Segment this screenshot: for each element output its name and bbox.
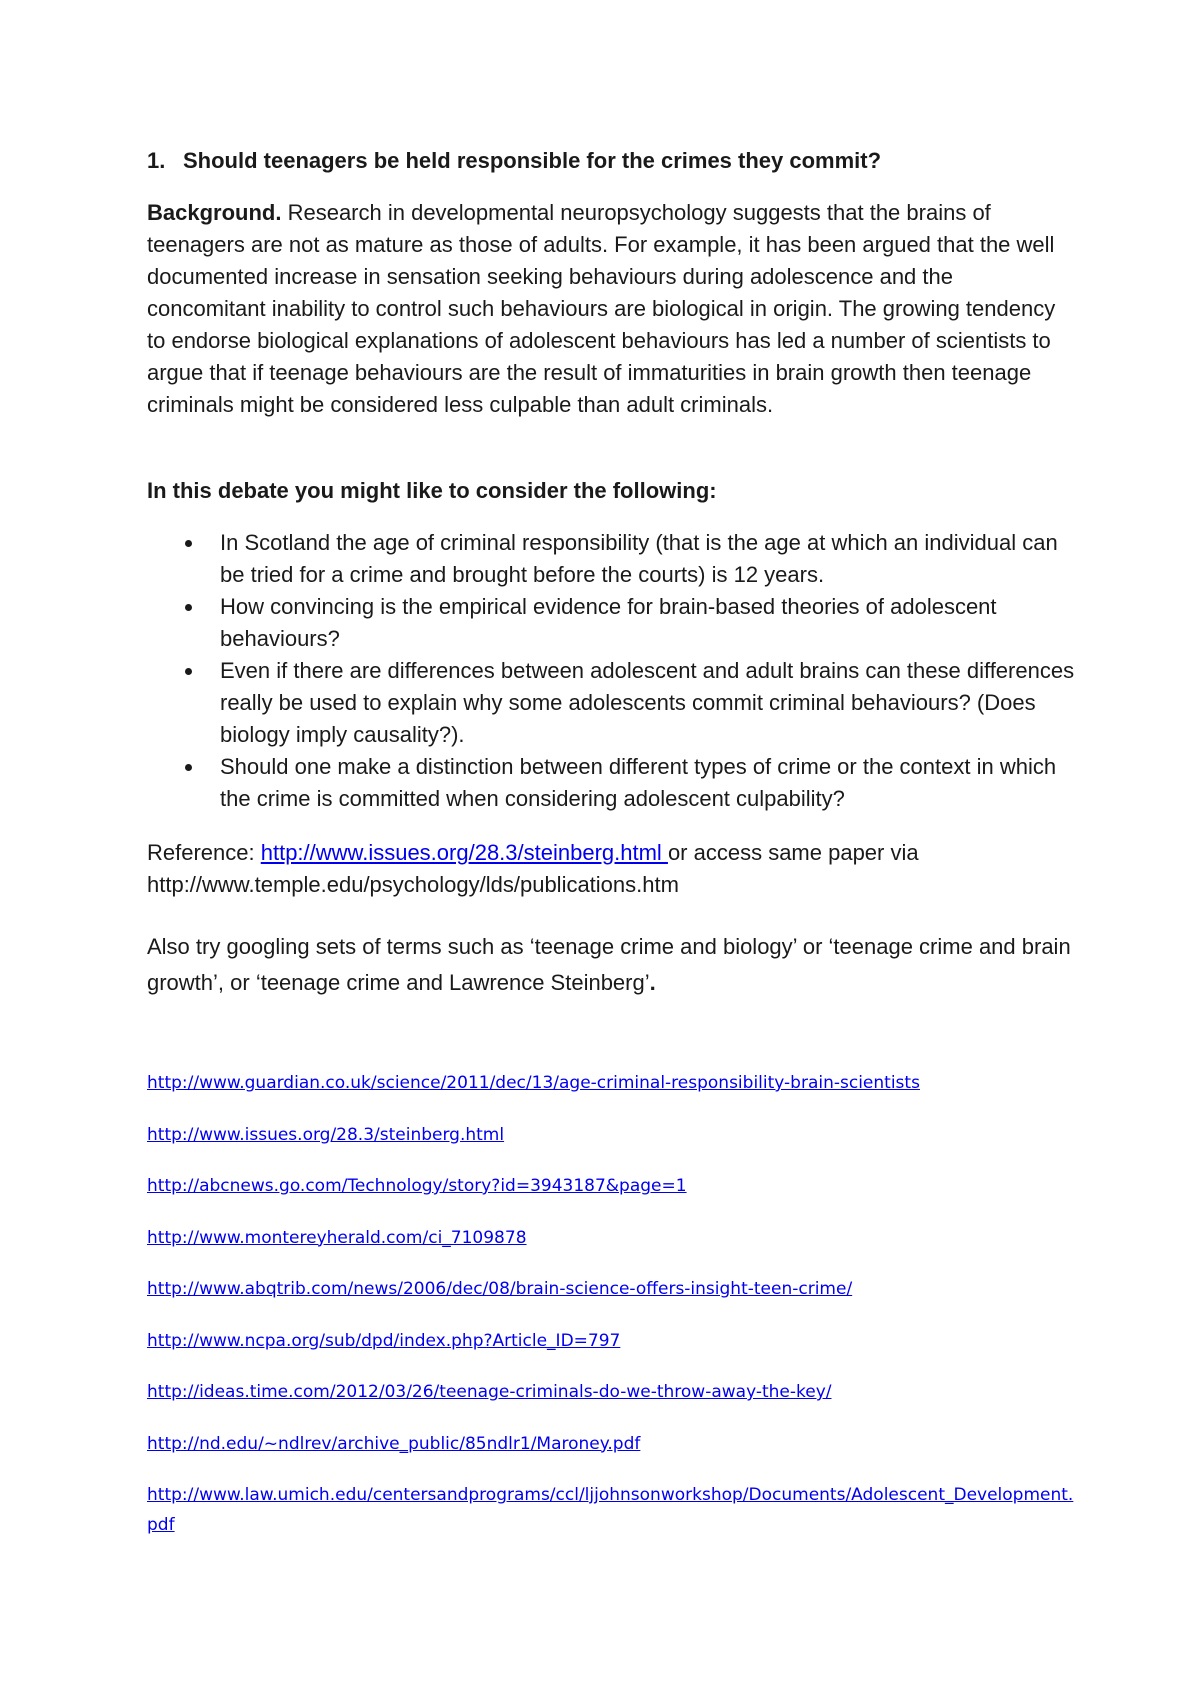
also-paragraph — [147, 929, 1077, 1001]
bullet-icon — [185, 764, 192, 771]
links-list — [147, 1068, 1077, 1562]
link-abcnews[interactable]: http://abcnews.go.com/Technology/story?id=3943187&page=1 — [147, 1176, 687, 1196]
background-paragraph — [147, 197, 1077, 421]
list-item — [147, 591, 1077, 655]
link-item — [147, 1377, 1077, 1407]
bullet-icon — [185, 668, 192, 675]
link-time[interactable]: http://ideas.time.com/2012/03/26/teenage-criminals-do-we-throw-away-the-key/ — [147, 1382, 832, 1402]
bullet-text: Even if there are differences between adolescent and adult brains can these differences really be used to explain why some adolescents commit criminal behaviours? (Does biology imply causality?). — [220, 658, 1075, 747]
background-label: Background. — [147, 200, 282, 225]
link-ncpa[interactable]: http://www.ncpa.org/sub/dpd/index.php?Article_ID=797 — [147, 1330, 621, 1351]
also-text: Also try googling sets of terms such as ‘teenage crime and biology’ or ‘teenage crime and brain growth’, or ‘teenage crime and Lawrence Steinberg’ — [147, 934, 1071, 995]
question-heading — [147, 146, 882, 176]
link-item — [147, 1274, 1077, 1304]
link-nd-edu[interactable]: http://nd.edu/~ndlrev/archive_public/85ndlr1/Maroney.pdf — [147, 1433, 641, 1454]
bullet-icon — [185, 604, 192, 611]
link-item — [147, 1120, 1077, 1150]
bullet-text: In Scotland the age of criminal responsibility (that is the age at which an individual can be tried for a crime and brought before the courts) is 12 years. — [220, 530, 1058, 587]
background-text: Research in developmental neuropsychology suggests that the brains of teenagers are not as mature as those of adults. For example, it has been argued that the well documented increase in sensation seeking behaviours during adolescence and the concomitant inability to control such behaviours are biological in origin. The growing tendency to endorse biological explanations of adolescent behaviours has led a number of scientists to argue that if teenage behaviours are the result of immaturities in brain growth then teenage criminals might be considered less culpable than adult criminals. — [147, 200, 1056, 417]
reference-label: Reference: — [147, 840, 261, 865]
also-end: . — [649, 970, 656, 995]
link-item — [147, 1480, 1077, 1540]
question-title: Should teenagers be held responsible for the crimes they commit? — [183, 148, 882, 173]
bullet-icon — [185, 540, 192, 547]
link-montereyherald[interactable]: http://www.montereyherald.com/ci_7109878 — [147, 1227, 527, 1248]
reference-link[interactable]: http://www.issues.org/28.3/steinberg.html — [260, 840, 668, 865]
link-umich[interactable]: http://www.law.umich.edu/centersandprograms/ccl/ljjohnsonworkshop/Documents/Adolescent_Development.pdf — [147, 1485, 1074, 1535]
link-item — [147, 1223, 1077, 1253]
link-abqtrib[interactable]: http://www.abqtrib.com/news/2006/dec/08/brain-science-offers-insight-teen-crime/ — [147, 1279, 853, 1299]
link-item — [147, 1068, 1077, 1098]
consider-list — [147, 527, 1077, 815]
reference-paragraph — [147, 837, 1077, 901]
link-item — [147, 1326, 1077, 1356]
bullet-text: Should one make a distinction between different types of crime or the context in which the crime is committed when considering adolescent culpability? — [220, 754, 1057, 811]
bullet-text: How convincing is the empirical evidence for brain-based theories of adolescent behaviours? — [220, 594, 997, 651]
link-guardian[interactable]: http://www.guardian.co.uk/science/2011/dec/13/age-criminal-responsibility-brain-scientists — [147, 1073, 920, 1093]
list-item — [147, 527, 1077, 591]
list-item — [147, 751, 1077, 815]
link-item — [147, 1171, 1077, 1201]
consider-heading: In this debate you might like to consider the following: — [147, 478, 717, 503]
list-item — [147, 655, 1077, 751]
question-number: 1. — [147, 148, 166, 173]
link-item — [147, 1429, 1077, 1459]
link-issues[interactable]: http://www.issues.org/28.3/steinberg.html — [147, 1124, 505, 1145]
reference-text: or access same paper via http://www.temple.edu/psychology/lds/publications.htm — [147, 840, 919, 897]
